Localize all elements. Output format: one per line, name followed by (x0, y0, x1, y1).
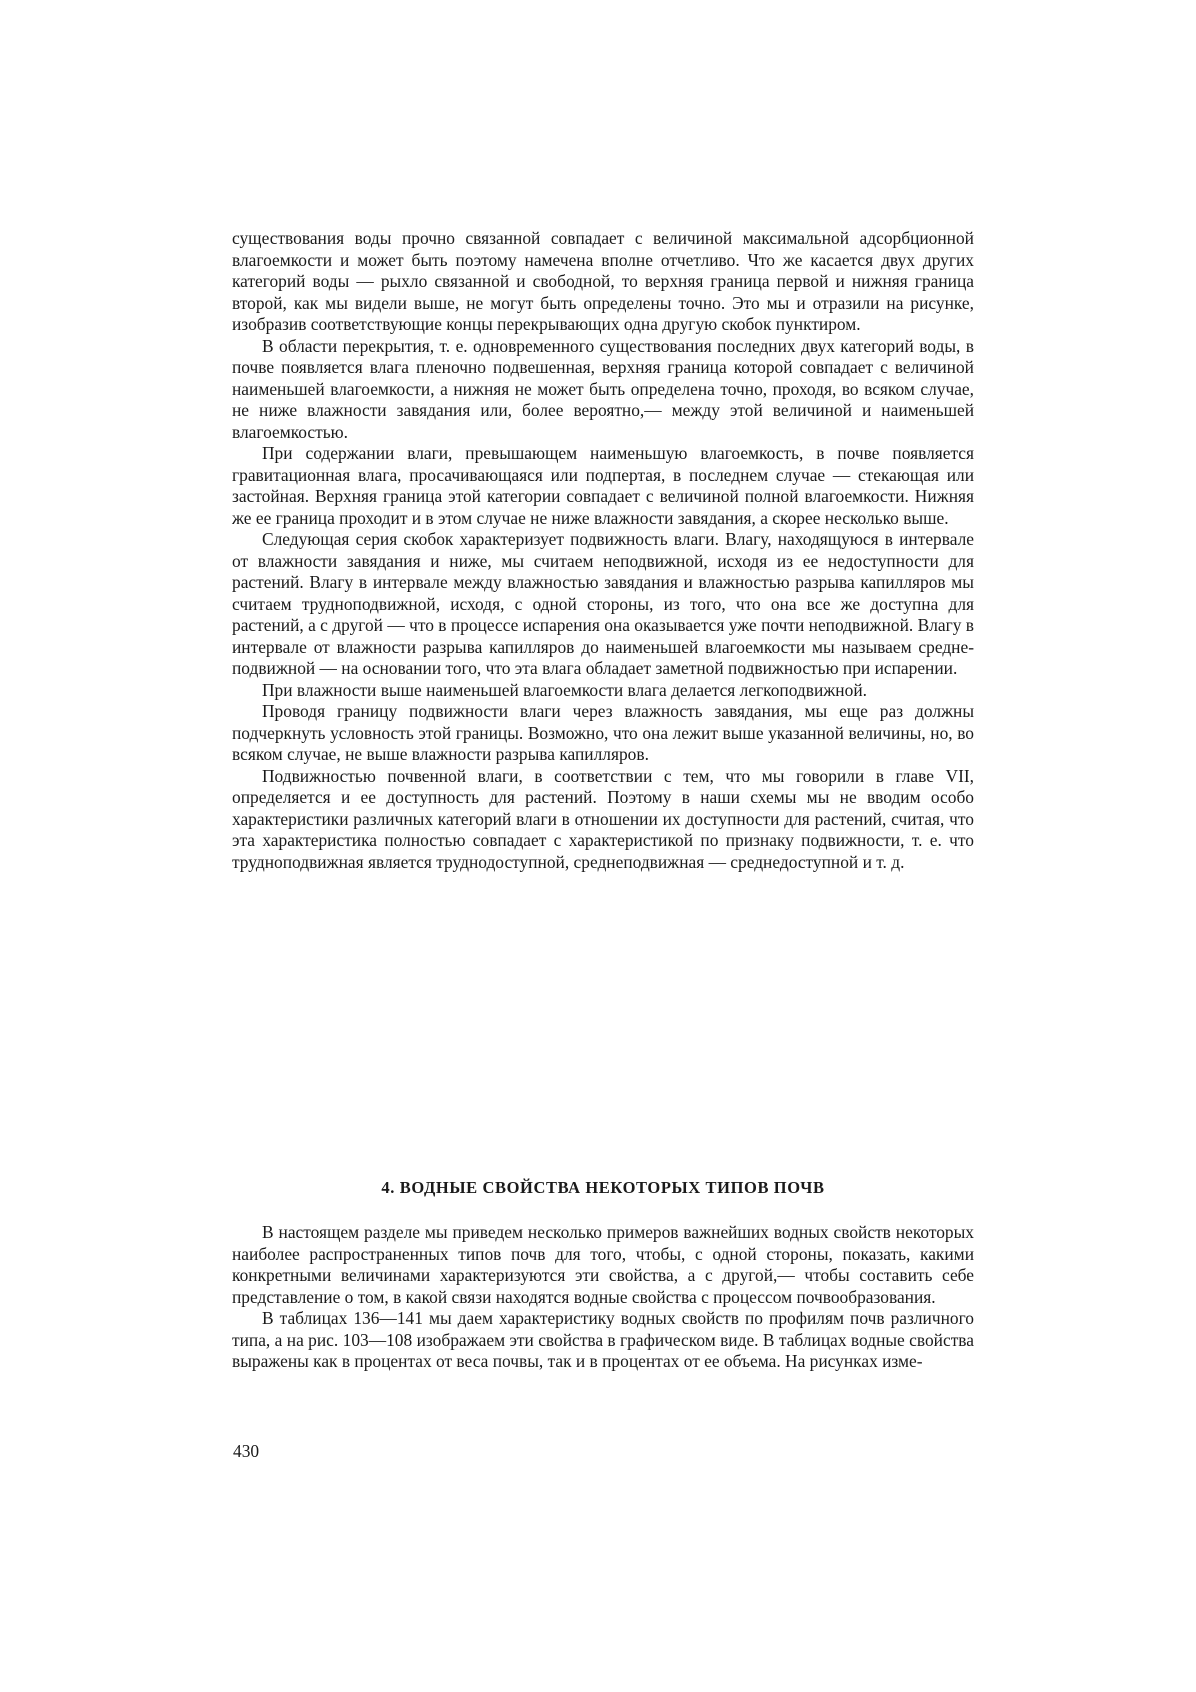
paragraph: Следующая серия скобок характеризует подвижность влаги. Влагу, находящуюся в интервале от влажности завядания и ниже, мы считаем неподвижной, исходя из ее недоступности для растений. Влагу в интервале между влажностью завядания и влажностью разрыва капилляров мы считаем труднoподвижной, исходя, с одной стороны, из того, что она все же доступна для растений, а с другой — что в процессе испарения она оказывается уже почти неподвижной. Влагу в интервале от влажности разрыва капилляров до наименьшей влагоемкости мы называем среднеподвижной — на основании того, что эта влага обладает заметной подвижностью при испарении. (232, 529, 974, 678)
paragraph: Проводя границу подвижности влаги через влажность завядания, мы еще раз должны подчеркнуть условность этой границы. Возможно, что она лежит выше указанной величины, но, во всяком случае, не выше влажности разрыва капилляров. (232, 701, 974, 764)
paragraph: Подвижностью почвенной влаги, в соответствии с тем, что мы говорили в главе VII, определяется и ее доступность для растений. Поэтому в наши схемы мы не вводим особо характеристики различных категорий влаги в отношении их доступности для растений, считая, что эта характеристика полностью совпадает с характеристикой по признаку подвижности, т. е. что труднoподвижная является труднодоступной, среднеподвижная — среднедоступной и т. д. (232, 765, 974, 872)
paragraph: В области перекрытия, т. е. одновременного существования последних двух категорий воды, в почве появляется влага пленочно подвешенная, верхняя граница которой совпадает с величиной наименьшей влагоемкости, а нижняя не может быть определена точно, проходя, во всяком случае, не ниже влажности завядания или, более вероятно,— между этой величиной и наименьшей влагоемкостью. (232, 335, 974, 442)
body-text (232, 228, 974, 873)
section-body-text (232, 1222, 974, 1373)
paragraph: существования воды прочно связанной совпадает с величиной максимальной адсорбционной влагоемкости и может быть поэтому намечена вполне отчетливо. Что же касается двух других категорий воды — рыхло связанной и свободной, то верхняя граница первой и нижняя граница второй, как мы видели выше, не могут быть определены точно. Это мы и отразили на рисунке, изобразив соответствующие концы перекрывающих одна другую скобок пунктиром. (232, 228, 974, 334)
paragraph: В настоящем разделе мы приведем несколько примеров важнейших водных свойств некоторых наиболее распространенных типов почв для того, чтобы, с одной стороны, показать, какими конкретными величинами характеризуются эти свойства, а с другой,— чтобы составить себе представление о том, в какой связи находятся водные свойства с процессом почвообразования. (232, 1222, 974, 1307)
paragraph: В таблицах 136—141 мы даем характеристику водных свойств по профилям почв различного типа, а на рис. 103—108 изображаем эти свойства в графическом виде. В таблицах водные свойства выражены как в процентах от веса почвы, так и в процентах от ее объема. На рисунках изме- (232, 1308, 974, 1371)
paragraph: При влажности выше наименьшей влагоемкости влага делается легкоподвижной. (262, 679, 867, 700)
paragraph: При содержании влаги, превышающем наименьшую влагоемкость, в почве появляется гравитационная влага, просачивающаяся или подпертая, в последнем случае — стекающая или застойная. Верхняя граница этой категории совпадает с величиной полной влагоемкости. Нижняя же ее граница проходит и в этом случае не ниже влажности завядания, а скорее несколько выше. (232, 443, 974, 528)
page-number: 430 (233, 1441, 260, 1461)
section-heading: 4. ВОДНЫЕ СВОЙСТВА НЕКОТОРЫХ ТИПОВ ПОЧВ (381, 1178, 825, 1197)
